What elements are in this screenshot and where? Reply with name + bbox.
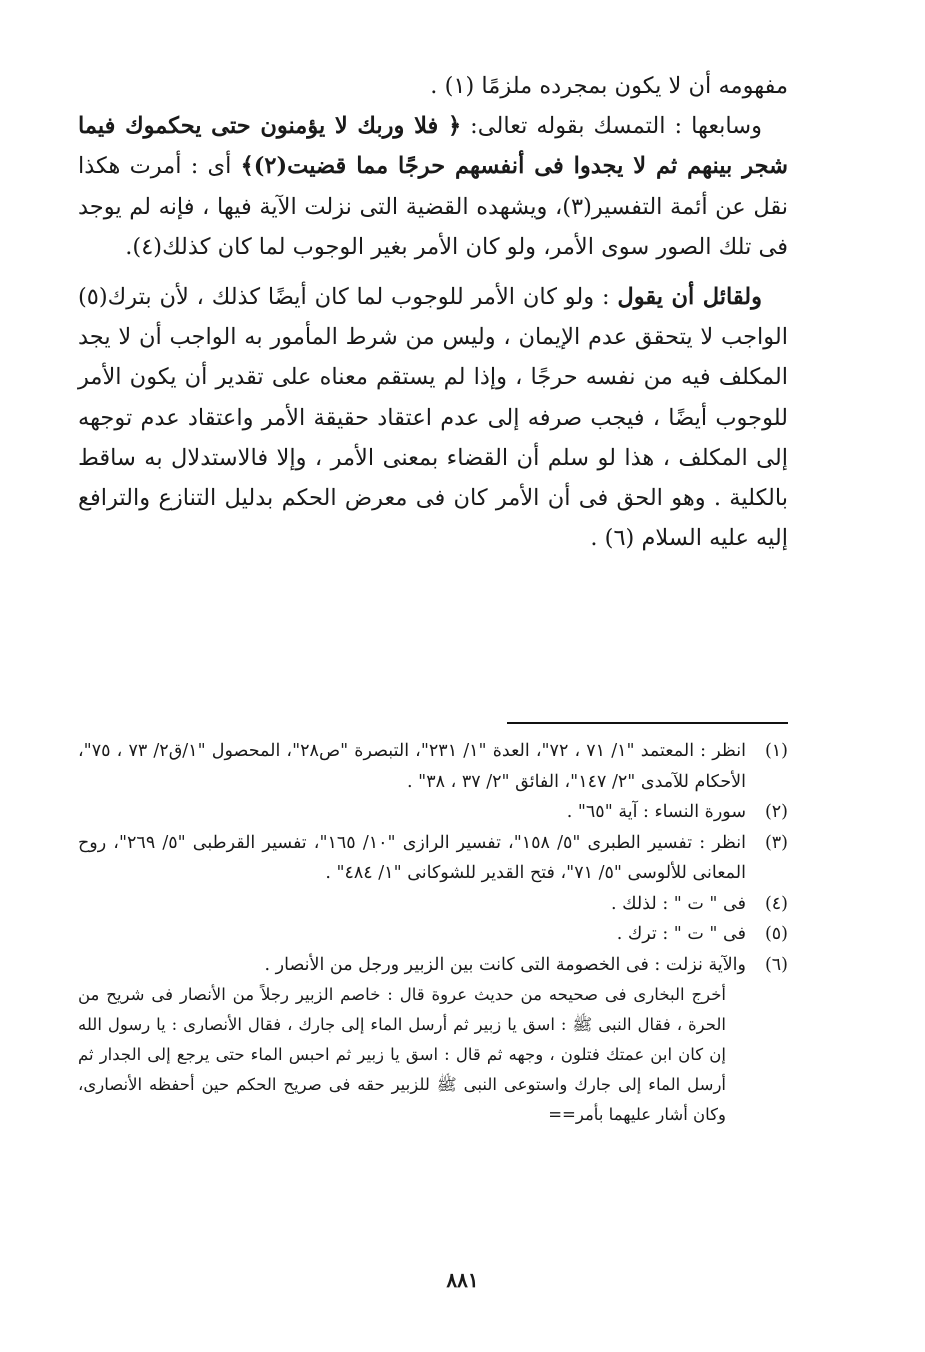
- objection-body: : ولو كان الأمر للوجوب لما كان أيضًا كذلك ، لأن بترك(٥) الواجب لا يتحقق عدم الإيمان ، وليس من شرط المأمور به الواجب أن لا يجد المكلف فيه من نفسه حرجًا ، وإذا لم يستقم معناه على تقدير أن يكون الأمر للوجوب أيضًا ، فيجب صرفه إلى عدم اعتقاد حقيقة الأمر واعتقاد عدم توجهه إلى المكلف ، هذا لو سلم أن القضاء بمعنى الأمر ، وإلا فالاستدلال به ساقط بالكلية . وهو الحق فى أن الأمر كان فى معرض الحكم بدليل التنازع والترافع إليه عليه السلام (٦) .: [78, 284, 788, 552]
- hadith-quotation: أخرج البخارى فى صحيحه من حديث عروة قال : خاصم الزبير رجلاً من الأنصار فى شريح من الحرة ، فقال النبى ﷺ : اسق يا زبير ثم أرسل الماء إلى جارك ، فقال الأنصارى : يا رسول الله إن كان ابن عمتك فتلون ، وجهه ثم قال : اسق يا زبير ثم احبس الماء حتى يرجع إلى الجدار ثم أرسل الماء إلى جارك واستوعى النبى ﷺ للزبير حقه فى صريح الحكم حين أحفظه الأنصارى، وكان أشار عليهما بأمر==: [78, 985, 726, 1124]
- footnote-item: [78, 919, 788, 950]
- footnote-number: (٦): [764, 954, 788, 975]
- footnote-number: (٢): [764, 802, 788, 822]
- page-number: ٨٨١: [446, 1268, 479, 1292]
- footnote-item: [78, 889, 788, 920]
- footnote-item: [78, 828, 788, 889]
- objection-lead: ولقائل أن يقول: [617, 284, 762, 311]
- paragraph-objection: [78, 277, 788, 558]
- paragraph-lead: وسابعها : التمسك بقوله تعالى:: [461, 113, 763, 140]
- footnote-number: (٥): [764, 924, 788, 944]
- footnotes: [78, 736, 788, 1130]
- footnote-number: (١): [764, 741, 788, 761]
- footnote-divider: [507, 722, 788, 724]
- footnote-number: (٤): [764, 893, 788, 914]
- footnote-text: انظر : المعتمد "١/ ٧١ ، ٧٢"، العدة "١/ ٢٣١"، التبصرة "ص٢٨"، المحصول "١/ق٢/ ٧٣ ، ٧٥"، الأحكام للآمدى "٢/ ١٤٧"، الفائق "٢/ ٣٧ ، ٣٨" .: [78, 741, 746, 792]
- footnote-text: فى " ت " : لذلك .: [611, 893, 746, 914]
- footnote-number: (٣): [764, 832, 788, 853]
- footnote-item: [78, 950, 788, 981]
- footnote-text: سورة النساء : آية "٦٥" .: [566, 802, 746, 822]
- paragraph-body: أى : أمرت هكذا نقل عن أئمة التفسير(٣)، ويشهده القضية التى نزلت الآية فيها ، فإنه لم يوجد فى تلك الصور سوى الأمر، ولو كان الأمر بغير الوجوب لما كان كذلك(٤).: [78, 153, 788, 260]
- paragraph-seventh-argument: [78, 106, 788, 267]
- footnote-text: والآية نزلت : فى الخصومة التى كانت بين الزبير ورجل من الأنصار .: [264, 954, 746, 975]
- quran-verse: ﴿ فلا وربك لا يؤمنون حتى يحكموك فيما شجر بينهم ثم لا يجدوا فى أنفسهم حرجًا مما قضيت(٢)﴾: [78, 113, 788, 180]
- footnote-item: [78, 797, 788, 828]
- footnote-text: فى " ت " : ترك .: [616, 924, 746, 944]
- footnote-text: انظر : تفسير الطبرى "٥/ ١٥٨"، تفسير الرازى "١٠/ ١٦٥"، تفسير القرطبى "٥/ ٢٦٩"، روح المعانى للألوسى "٥/ ٧١"، فتح القدير للشوكانى "١/ ٤٨٤" .: [78, 832, 746, 883]
- footnote-item: [78, 736, 788, 797]
- main-text: [78, 66, 788, 558]
- text-line-1: مفهومه أن لا يكون بمجرده ملزمًا (١) .: [430, 73, 788, 99]
